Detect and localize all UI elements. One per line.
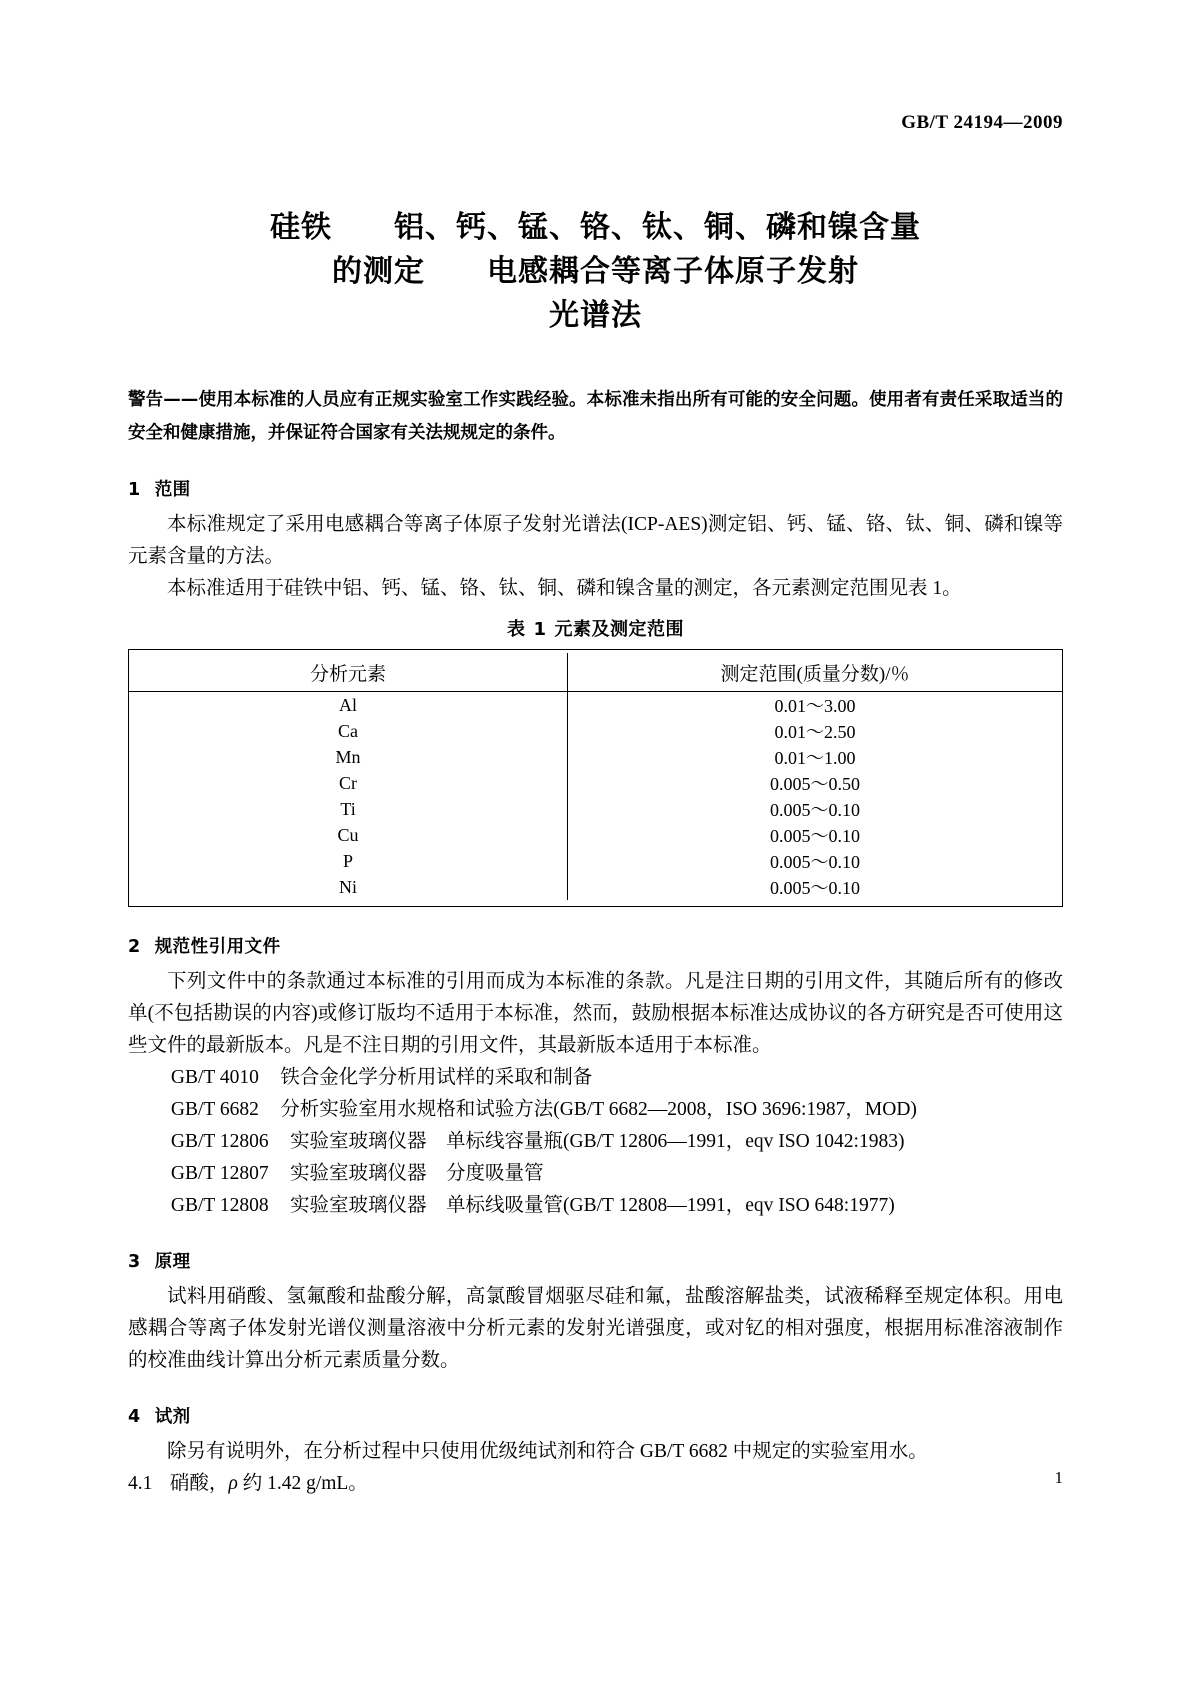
footer-page-number: 1 — [1054, 1468, 1063, 1487]
page-title-line-1: 硅铁 铝、钙、锰、铬、钛、铜、磷和镍含量 — [270, 210, 921, 245]
clause-4-1 — [128, 1468, 1063, 1500]
list-item — [128, 1190, 1063, 1222]
table-cell-element: Ti — [340, 798, 356, 819]
table-cell-range: 0.005～0.50 — [568, 770, 1062, 796]
table-1-wrapper — [128, 649, 1063, 907]
list-item — [128, 1094, 1063, 1126]
warning-text: 警告——使用本标准的人员应有正规实验室工作实践经验。本标准未指出所有可能的安全问题。使用者有责任采取适当的安全和健康措施，并保证符合国家有关法规规定的条件。 — [128, 390, 1063, 443]
table-1-elements-and-ranges — [129, 653, 1062, 900]
table-cell-range: 0.005～0.10 — [568, 848, 1062, 874]
table-1-column-header-range: 测定范围(质量分数)/％ — [568, 653, 1062, 692]
section-title-3: 原理 — [154, 1252, 191, 1272]
clause-4-1-text-after: 约 1.42 g/mL。 — [237, 1473, 368, 1494]
table-cell-range: 0.01～1.00 — [568, 744, 1062, 770]
section-title-2: 规范性引用文件 — [154, 937, 281, 957]
list-item — [128, 1126, 1063, 1158]
table-1-caption-title: 元素及测定范围 — [554, 619, 685, 640]
table-cell-element: Al — [339, 694, 358, 715]
section-2-paragraph-1: 下列文件中的条款通过本标准的引用而成为本标准的条款。凡是注日期的引用文件，其随后所有的修改单(不包括勘误的内容)或修订版均不适用于本标准，然而，鼓励根据本标准达成协议的各方研究是否可使用这些文件的最新版本。凡是不注日期的引用文件，其最新版本适用于本标准。 — [128, 971, 1063, 1056]
section-title-4: 试剂 — [154, 1407, 191, 1427]
running-header-standard-number: GB/T 24194—2009 — [901, 112, 1063, 133]
reference-title: 铁合金化学分析用试样的采取和制备 — [280, 1067, 593, 1088]
normative-references-list — [128, 1062, 1063, 1222]
section-1-paragraph-2: 本标准适用于硅铁中铝、钙、锰、铬、钛、铜、磷和镍含量的测定，各元素测定范围见表 1。 — [167, 578, 962, 599]
document-body — [128, 190, 1063, 1500]
table-header-row — [129, 653, 1062, 692]
section-heading-2 — [128, 933, 1063, 958]
table-cell-range: 0.005～0.10 — [568, 874, 1062, 900]
warning-block — [128, 384, 1063, 450]
table-1-caption-label: 表 — [506, 619, 526, 640]
section-heading-1 — [128, 476, 1063, 501]
section-heading-4 — [128, 1403, 1063, 1428]
table-cell-range: 0.01～3.00 — [568, 692, 1062, 719]
page-title — [128, 190, 1063, 338]
section-4-paragraph-1: 除另有说明外，在分析过程中只使用优级纯试剂和符合 GB/T 6682 中规定的实验室用水。 — [167, 1441, 928, 1462]
table-cell-range: 0.005～0.10 — [568, 822, 1062, 848]
list-item — [128, 1062, 1063, 1094]
table-1-head — [129, 653, 1062, 692]
clause-4-1-number: 4.1 — [128, 1473, 153, 1494]
table-1-caption-number: 1 — [533, 619, 547, 640]
page-title-line-3: 光谱法 — [549, 298, 642, 333]
table-row — [129, 770, 1062, 796]
table-cell-range: 0.005～0.10 — [568, 796, 1062, 822]
table-row — [129, 848, 1062, 874]
section-1-paragraph-1: 本标准规定了采用电感耦合等离子体原子发射光谱法(ICP-AES)测定铝、钙、锰、铬、钛、铜、磷和镍等元素含量的方法。 — [128, 514, 1063, 567]
table-row — [129, 744, 1062, 770]
table-row — [129, 874, 1062, 900]
table-cell-element: Cu — [337, 824, 359, 845]
section-number-1: 1 — [128, 480, 141, 500]
table-row — [129, 796, 1062, 822]
table-cell-element: Ni — [339, 876, 358, 897]
clause-4-1-rho-symbol: ρ — [228, 1473, 238, 1494]
reference-title: 实验室玻璃仪器 分度吸量管 — [290, 1163, 544, 1184]
table-cell-range: 0.01～2.50 — [568, 718, 1062, 744]
reference-code: GB/T 12808 — [170, 1195, 269, 1216]
table-cell-element: Cr — [339, 772, 358, 793]
reference-title: 实验室玻璃仪器 单标线容量瓶(GB/T 12806—1991，eqv ISO 1042:1983) — [290, 1131, 905, 1152]
reference-title: 实验室玻璃仪器 单标线吸量管(GB/T 12808—1991，eqv ISO 648:1977) — [290, 1195, 895, 1216]
section-title-1: 范围 — [154, 480, 191, 500]
reference-title: 分析实验室用水规格和试验方法(GB/T 6682—2008，ISO 3696:1987，MOD) — [280, 1099, 917, 1120]
table-1-column-header-element: 分析元素 — [129, 653, 568, 692]
section-number-2: 2 — [128, 937, 141, 957]
table-row — [129, 822, 1062, 848]
table-cell-element: Ca — [338, 720, 359, 741]
section-number-4: 4 — [128, 1407, 141, 1427]
reference-code: GB/T 12806 — [170, 1131, 269, 1152]
table-cell-element: P — [343, 850, 354, 871]
page-title-line-2: 的测定 电感耦合等离子体原子发射 — [332, 254, 859, 289]
section-heading-3 — [128, 1248, 1063, 1273]
clause-4-1-text-before: 硝酸， — [169, 1473, 229, 1494]
reference-code: GB/T 4010 — [170, 1067, 259, 1088]
section-number-3: 3 — [128, 1252, 141, 1272]
table-row — [129, 718, 1062, 744]
reference-code: GB/T 12807 — [170, 1163, 269, 1184]
table-row — [129, 692, 1062, 719]
section-3-paragraph-1: 试料用硝酸、氢氟酸和盐酸分解，高氯酸冒烟驱尽硅和氟，盐酸溶解盐类，试液稀释至规定体积。用电感耦合等离子体发射光谱仪测量溶液中分析元素的发射光谱强度，或对钇的相对强度，根据用标准溶液制作的校准曲线计算出分析元素质量分数。 — [128, 1286, 1063, 1371]
reference-code: GB/T 6682 — [170, 1099, 259, 1120]
table-cell-element: Mn — [335, 746, 361, 767]
table-1-body — [129, 692, 1062, 901]
table-1-caption — [128, 615, 1063, 641]
list-item — [128, 1158, 1063, 1190]
